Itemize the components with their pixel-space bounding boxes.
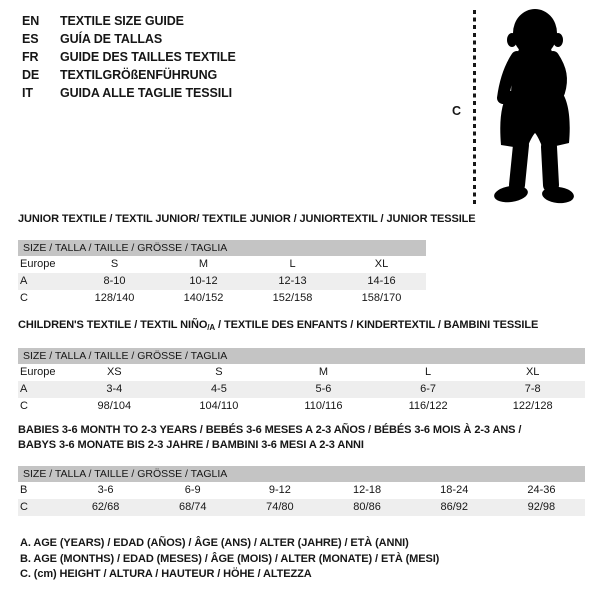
size-band-header: SIZE / TALLA / TAILLE / GRÖSSE / TAGLIA (18, 466, 585, 482)
measure-legend (20, 536, 439, 583)
size-cell: 122/128 (512, 400, 553, 412)
size-band-header: SIZE / TALLA / TAILLE / GRÖSSE / TAGLIA (18, 240, 426, 256)
size-cell: 152/158 (272, 292, 313, 304)
language-title-list (22, 12, 236, 102)
size-cell: XL (374, 258, 389, 270)
table-title-subscript: /A (207, 323, 216, 332)
size-cell: L (425, 366, 432, 378)
table-row (18, 364, 585, 381)
toddler-silhouette-icon (483, 5, 589, 207)
size-cell: 104/110 (199, 400, 239, 412)
table-row (18, 256, 426, 273)
table-row (18, 290, 426, 307)
table-row (18, 398, 585, 415)
size-cell: 158/170 (361, 292, 402, 304)
size-cell: 98/104 (97, 400, 132, 412)
language-label: GUIDA ALLE TAGLIE TESSILI (60, 86, 233, 100)
table-title-text: BABIES 3-6 MONTH TO 2-3 YEARS / BEBÉS 3-6 MESES A 2-3 AÑOS / BÉBÉS 3-6 MOIS À 2-3 ANS / (18, 424, 522, 436)
language-code: ES (22, 32, 39, 46)
language-row (22, 12, 236, 30)
size-cell: 14-16 (367, 275, 396, 287)
size-table-section (18, 318, 585, 415)
size-cell: 7-8 (524, 383, 541, 395)
size-cell: 3-6 (97, 484, 114, 496)
size-table (18, 240, 426, 307)
size-cell: 86/92 (440, 501, 468, 513)
size-cell: 6-9 (184, 484, 201, 496)
row-label: A (20, 383, 28, 395)
row-label: B (20, 484, 28, 496)
size-cell: 68/74 (178, 501, 207, 513)
language-row (22, 48, 236, 66)
size-cell: 116/122 (408, 400, 448, 412)
size-cell: 140/152 (183, 292, 224, 304)
table-row (18, 273, 426, 290)
size-cell: M (318, 366, 329, 378)
size-cell: 3-4 (106, 383, 123, 395)
table-title (18, 318, 585, 335)
table-title-text: / TEXTILE DES ENFANTS / KINDERTEXTIL / BAMBINI TESSILE (215, 319, 539, 331)
height-measure-dashed-line (473, 10, 476, 204)
table-title-line2: BABYS 3-6 MONATE BIS 2-3 JAHRE / BAMBINI 3-6 MESI A 2-3 ANNI (18, 439, 364, 451)
size-cell: 110/116 (304, 400, 343, 412)
table-title (18, 423, 585, 453)
language-code: DE (22, 68, 40, 82)
legend-line: C. (cm) HEIGHT / ALTURA / HAUTEUR / HÖHE / ALTEZZA (20, 568, 312, 580)
language-label: TEXTILGRÖßENFÜHRUNG (60, 68, 218, 82)
size-table (18, 348, 585, 415)
row-label: C (20, 400, 28, 412)
size-cell: 80/86 (353, 501, 381, 513)
table-title (18, 212, 476, 227)
table-title-text: CHILDREN'S TEXTILE / TEXTIL NIÑO (18, 319, 208, 331)
size-cell: L (289, 258, 296, 270)
language-label: GUIDE DES TAILLES TEXTILE (60, 50, 236, 64)
height-measure-label: C (452, 104, 462, 118)
size-cell: 6-7 (420, 383, 437, 395)
size-table (18, 466, 585, 516)
size-cell: 62/68 (91, 501, 120, 513)
language-code: IT (22, 86, 33, 100)
table-row (18, 482, 585, 499)
size-cell: S (110, 258, 119, 270)
size-cell: 9-12 (268, 484, 291, 496)
legend-line: A. AGE (YEARS) / EDAD (AÑOS) / ÂGE (ANS) / ALTER (JAHRE) / ETÀ (ANNI) (20, 537, 409, 549)
size-cell: M (198, 258, 209, 270)
size-cell: 10-12 (189, 275, 218, 287)
table-row (18, 499, 585, 516)
size-cell: S (215, 366, 223, 378)
row-label: Europe (20, 366, 56, 378)
size-cell: XL (525, 366, 540, 378)
language-row (22, 66, 236, 84)
size-cell: 74/80 (266, 501, 294, 513)
language-code: EN (22, 14, 40, 28)
row-label: C (20, 501, 28, 513)
row-label: A (20, 275, 28, 287)
size-cell: 12-13 (278, 275, 307, 287)
size-cell: 4-5 (210, 383, 227, 395)
size-cell: 12-18 (353, 484, 382, 496)
size-cell: 8-10 (103, 275, 126, 287)
language-label: TEXTILE SIZE GUIDE (60, 14, 184, 28)
language-row (22, 84, 236, 102)
language-code: FR (22, 50, 39, 64)
language-label: GUÍA DE TALLAS (60, 32, 163, 46)
size-cell: 92/98 (527, 501, 556, 513)
size-table-section (18, 423, 585, 516)
language-row (22, 30, 236, 48)
legend-line: B. AGE (MONTHS) / EDAD (MESES) / ÂGE (MOIS) / ALTER (MONATE) / ETÀ (MESI) (20, 552, 440, 565)
row-label: C (20, 292, 28, 304)
size-cell: 24-36 (527, 484, 556, 496)
size-table-section (18, 212, 476, 307)
table-row (18, 381, 585, 398)
size-cell: 5-6 (315, 383, 332, 395)
size-cell: 128/140 (94, 292, 135, 304)
size-cell: XS (106, 366, 122, 378)
size-cell: 18-24 (440, 484, 469, 496)
row-label: Europe (20, 258, 56, 270)
size-band-header: SIZE / TALLA / TAILLE / GRÖSSE / TAGLIA (18, 348, 585, 364)
table-title-text: JUNIOR TEXTILE / TEXTIL JUNIOR/ TEXTILE JUNIOR / JUNIORTEXTIL / JUNIOR TESSILE (18, 213, 476, 225)
